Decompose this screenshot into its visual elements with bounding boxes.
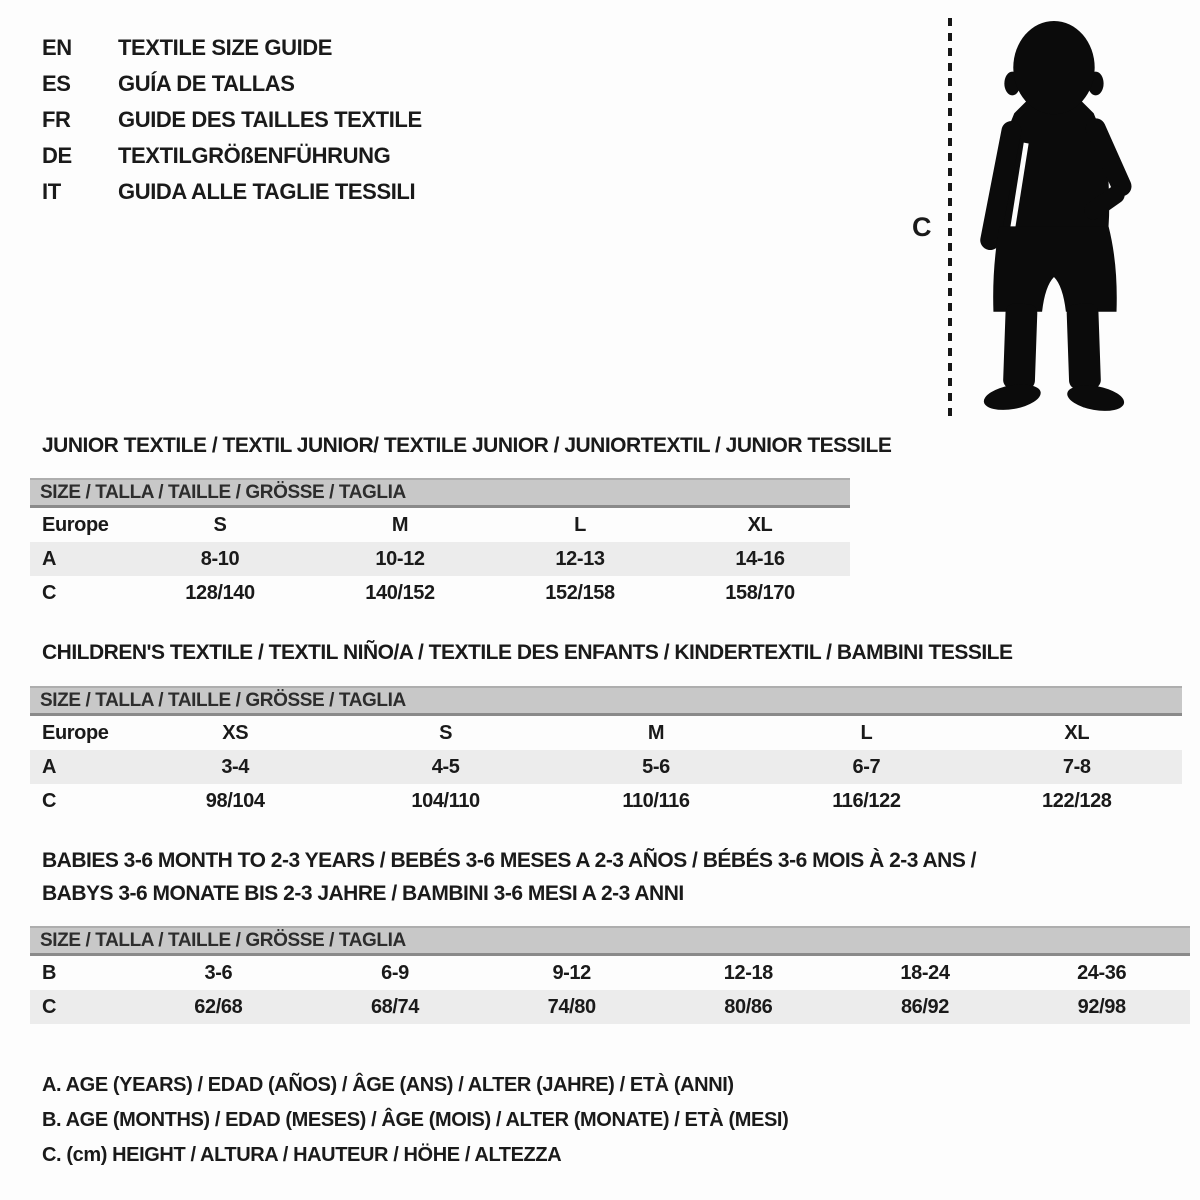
lang-title-en: TEXTILE SIZE GUIDE xyxy=(118,35,333,60)
table-cell: M xyxy=(391,513,409,536)
table-cell: 6-7 xyxy=(852,755,881,778)
table-cell: 3-6 xyxy=(204,961,233,984)
table-cell: XS xyxy=(222,721,249,744)
table-cell: 68/74 xyxy=(370,995,420,1018)
table-cell: 80/86 xyxy=(724,995,773,1018)
row-label: A xyxy=(42,755,57,778)
table-cell: 104/110 xyxy=(411,789,480,812)
table-cell: 128/140 xyxy=(185,581,255,604)
row-label: A xyxy=(42,547,57,570)
table-cell: 12-13 xyxy=(555,547,605,570)
lang-title-fr: GUIDE DES TAILLES TEXTILE xyxy=(118,107,422,132)
table-cell: 6-9 xyxy=(381,961,409,984)
toddler-silhouette-icon xyxy=(966,16,1136,418)
table-cell: 86/92 xyxy=(900,995,950,1018)
table-cell: 8-10 xyxy=(200,547,240,570)
table-cell: 18-24 xyxy=(900,961,950,984)
row-label: C xyxy=(42,789,57,812)
legend-line-b: B. AGE (MONTHS) / EDAD (MESES) / ÂGE (MOIS) / ALTER (MONATE) / ETÀ (MESI) xyxy=(42,1109,789,1131)
measure-label-c: C xyxy=(912,212,932,242)
babies-size-header-bar: SIZE / TALLA / TAILLE / GRÖSSE / TAGLIA xyxy=(30,926,1190,956)
table-cell: 9-12 xyxy=(552,961,591,984)
babies-row-height xyxy=(30,990,1190,1024)
table-cell: 110/116 xyxy=(622,789,690,812)
table-cell: 122/128 xyxy=(1042,789,1112,812)
lang-code-de: DE xyxy=(42,143,72,168)
table-cell: 5-6 xyxy=(642,755,670,778)
table-cell: 74/80 xyxy=(547,995,596,1018)
junior-row-height xyxy=(30,576,850,610)
junior-size-table xyxy=(30,478,850,610)
table-cell: 152/158 xyxy=(545,581,615,604)
row-label: C xyxy=(42,581,57,604)
lang-code-fr: FR xyxy=(42,107,71,132)
babies-title-line2: BABYS 3-6 MONATE BIS 2-3 JAHRE / BAMBINI 3-6 MESI A 2-3 ANNI xyxy=(42,882,684,905)
table-cell: S xyxy=(213,513,227,536)
table-cell: M xyxy=(647,721,665,744)
lang-title-de: TEXTILGRÖßENFÜHRUNG xyxy=(118,143,391,168)
table-cell: XL xyxy=(1064,721,1090,744)
lang-title-es: GUÍA DE TALLAS xyxy=(118,71,295,96)
table-cell: 3-4 xyxy=(221,755,250,778)
row-label: C xyxy=(42,995,57,1018)
children-size-header-bar: SIZE / TALLA / TAILLE / GRÖSSE / TAGLIA xyxy=(30,686,1182,716)
table-cell: S xyxy=(439,721,453,744)
table-cell: 62/68 xyxy=(194,995,243,1018)
table-cell: 24-36 xyxy=(1077,961,1127,984)
table-cell: 98/104 xyxy=(205,789,265,812)
junior-row-age-years xyxy=(30,542,850,576)
junior-row-europe xyxy=(30,508,850,542)
table-cell: L xyxy=(574,513,586,536)
language-title-block xyxy=(42,30,422,210)
children-section-title: CHILDREN'S TEXTILE / TEXTIL NIÑO/A / TEXTILE DES ENFANTS / KINDERTEXTIL / BAMBINI TESSILE xyxy=(42,641,1013,664)
row-label: Europe xyxy=(42,721,109,744)
table-cell: 7-8 xyxy=(1062,755,1091,778)
table-cell: 140/152 xyxy=(365,581,435,604)
table-cell: XL xyxy=(747,513,773,536)
table-cell: 14-16 xyxy=(735,547,785,570)
junior-section-title: JUNIOR TEXTILE / TEXTIL JUNIOR/ TEXTILE JUNIOR / JUNIORTEXTIL / JUNIOR TESSILE xyxy=(42,434,892,457)
table-cell: 158/170 xyxy=(725,581,795,604)
height-measure-figure xyxy=(898,12,1198,432)
table-cell: L xyxy=(860,721,873,744)
table-cell: 116/122 xyxy=(832,789,901,812)
table-cell: 12-18 xyxy=(723,961,773,984)
row-label: B xyxy=(42,961,57,984)
babies-title-line1: BABIES 3-6 MONTH TO 2-3 YEARS / BEBÉS 3-6 MESES A 2-3 AÑOS / BÉBÉS 3-6 MOIS À 2-3 ANS / xyxy=(42,849,977,872)
legend-block xyxy=(42,1068,788,1173)
legend-line-c: C. (cm) HEIGHT / ALTURA / HAUTEUR / HÖHE / ALTEZZA xyxy=(42,1144,562,1166)
lang-code-es: ES xyxy=(42,71,71,96)
children-row-europe xyxy=(30,716,1182,750)
table-cell: 10-12 xyxy=(375,547,425,570)
babies-section-title xyxy=(42,844,1002,910)
row-label: Europe xyxy=(42,513,109,536)
legend-line-a: A. AGE (YEARS) / EDAD (AÑOS) / ÂGE (ANS) / ALTER (JAHRE) / ETÀ (ANNI) xyxy=(42,1074,734,1096)
lang-code-it: IT xyxy=(42,179,61,204)
babies-row-age-months xyxy=(30,956,1190,990)
table-cell: 4-5 xyxy=(431,755,460,778)
table-cell: 92/98 xyxy=(1077,995,1126,1018)
children-size-table xyxy=(30,686,1182,818)
children-row-height xyxy=(30,784,1182,818)
dashed-height-line xyxy=(946,16,954,420)
lang-code-en: EN xyxy=(42,35,72,60)
babies-size-table xyxy=(30,926,1190,1024)
lang-title-it: GUIDA ALLE TAGLIE TESSILI xyxy=(118,179,416,204)
children-row-age-years xyxy=(30,750,1182,784)
junior-size-header-bar: SIZE / TALLA / TAILLE / GRÖSSE / TAGLIA xyxy=(30,478,850,508)
